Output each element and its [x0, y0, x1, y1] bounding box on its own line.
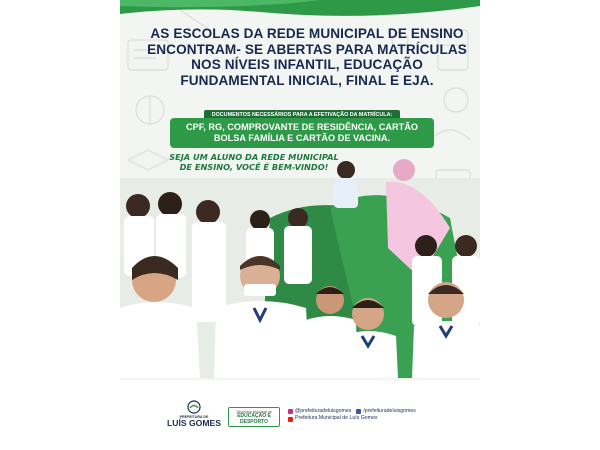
youtube-link[interactable] [288, 415, 478, 422]
logo-prefix: PREFEITURA DE [179, 415, 209, 419]
footer [120, 380, 480, 450]
facebook-handle[interactable]: /prefeituradeluisgomes [363, 408, 416, 414]
instagram-link[interactable] [288, 408, 478, 415]
students-photo [120, 148, 480, 378]
documents-label: DOCUMENTOS NECESSÁRIOS PARA A EFETIVAÇÃO DA MATRÍCULA: [204, 110, 400, 120]
documents-list: CPF, RG, COMPROVANTE DE RESIDÊNCIA, CARTÃO BOLSA FAMÍLIA E CARTÃO DE VACINA. [170, 118, 434, 148]
instagram-handle: @prefeituradeluisgomes [295, 408, 352, 414]
instagram-icon [288, 409, 293, 414]
facebook-icon [356, 409, 361, 414]
logo-emblem-icon [187, 400, 201, 414]
edu-logo-top: Secretaria Municipal de [236, 410, 272, 414]
headline: AS ESCOLAS DA REDE MUNICIPAL DE ENSINO ENCONTRAM- SE ABERTAS PARA MATRÍCULAS NOS NÍVEIS INFANTIL, EDUCAÇÃO FUNDAMENTAL INICIAL, FINAL E EJA. [147, 26, 467, 88]
luis-gomes-logo [164, 400, 224, 428]
youtube-channel: Prefeitura Municipal de Luís Gomes [295, 415, 378, 422]
logo-name: LUÍS GOMES [167, 418, 221, 428]
youtube-icon [288, 417, 293, 422]
top-wave-decoration [120, 0, 480, 22]
education-department-logo [228, 407, 280, 427]
social-links [288, 408, 478, 423]
edu-logo-name: EDUCAÇÃO E DESPORTO [237, 413, 271, 425]
enrollment-poster [120, 0, 480, 450]
welcome-message: SEJA UM ALUNO DA REDE MUNICIPAL DE ENSINO, VOCÊ É BEM-VINDO! [169, 152, 339, 172]
